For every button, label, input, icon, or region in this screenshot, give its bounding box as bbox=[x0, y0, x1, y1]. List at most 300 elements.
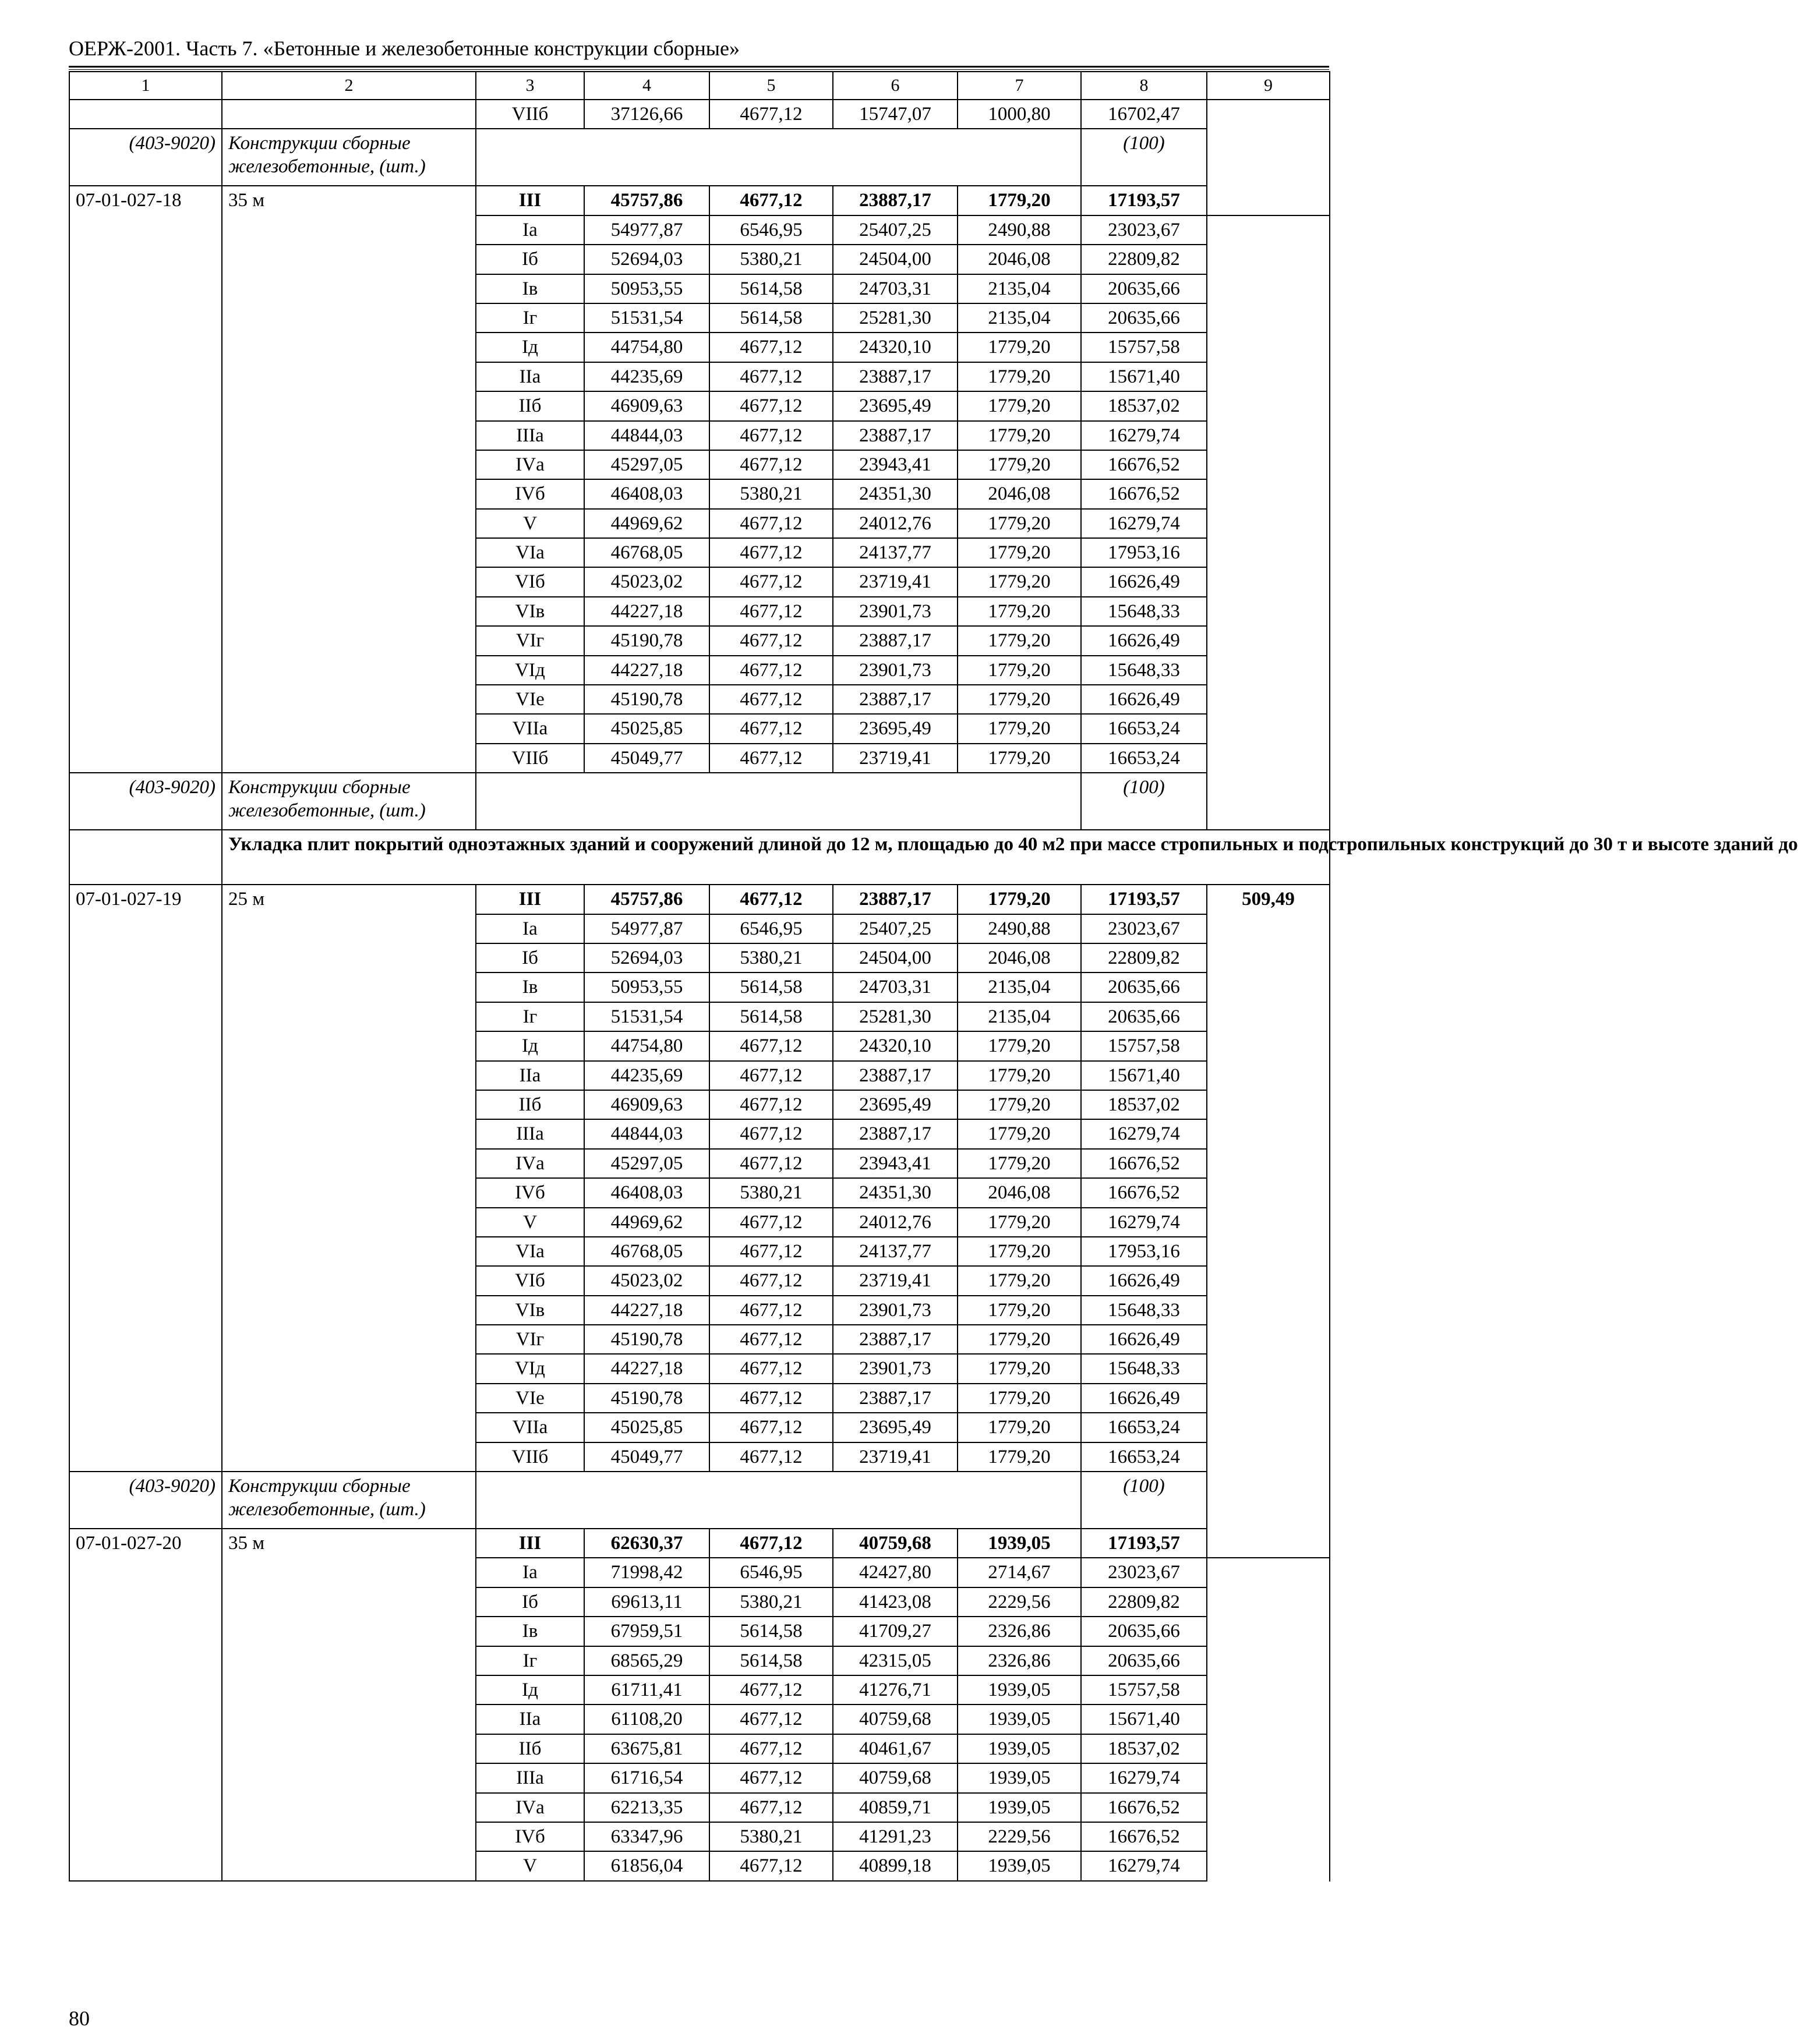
value-cell: 4677,12 bbox=[709, 714, 833, 743]
resource-code: (403-9020) bbox=[69, 773, 222, 830]
value-cell: 23887,17 bbox=[833, 186, 958, 215]
value-cell: 23887,17 bbox=[833, 1384, 958, 1413]
value-cell: 45025,85 bbox=[584, 714, 709, 743]
value-cell: 1779,20 bbox=[958, 1061, 1081, 1090]
value-cell: 42427,80 bbox=[833, 1558, 958, 1587]
value-cell: 68565,29 bbox=[584, 1646, 709, 1675]
value-cell: 16279,74 bbox=[1081, 1119, 1207, 1148]
value-cell: 44227,18 bbox=[584, 1296, 709, 1325]
value-cell: 71998,42 bbox=[584, 1558, 709, 1587]
value-cell: 20635,66 bbox=[1081, 1002, 1207, 1031]
value-cell: 1779,20 bbox=[958, 1296, 1081, 1325]
value-cell: 54977,87 bbox=[584, 215, 709, 245]
value-cell: 23887,17 bbox=[833, 1119, 958, 1148]
value-cell: 4677,12 bbox=[709, 450, 833, 479]
value-cell: 4677,12 bbox=[709, 1296, 833, 1325]
value-cell: 41423,08 bbox=[833, 1587, 958, 1617]
value-cell: 1939,05 bbox=[958, 1763, 1081, 1792]
value-cell: 5614,58 bbox=[709, 274, 833, 303]
value-cell: 2135,04 bbox=[958, 1002, 1081, 1031]
page-header: ОЕРЖ-2001. Часть 7. «Бетонные и железобетонные конструкции сборные» bbox=[69, 37, 740, 60]
value-cell: 16653,24 bbox=[1081, 1413, 1207, 1442]
column-numbers-row bbox=[69, 72, 1330, 100]
region-cell: V bbox=[476, 1851, 584, 1880]
region-cell: Iа bbox=[476, 914, 584, 943]
value-cell: 61716,54 bbox=[584, 1763, 709, 1792]
item-name: 35 м bbox=[222, 186, 476, 773]
region-cell: VIе bbox=[476, 685, 584, 714]
region-cell: IIа bbox=[476, 1704, 584, 1734]
value-cell: 1779,20 bbox=[958, 391, 1081, 420]
value-cell: 50953,55 bbox=[584, 274, 709, 303]
value-cell: 40759,68 bbox=[833, 1763, 958, 1792]
value-cell: 16653,24 bbox=[1081, 744, 1207, 773]
value-cell: 6546,95 bbox=[709, 914, 833, 943]
value-cell: 23901,73 bbox=[833, 656, 958, 685]
value-cell: 4677,12 bbox=[709, 1529, 833, 1558]
value-cell: 24012,76 bbox=[833, 1208, 958, 1237]
region-cell: VIб bbox=[476, 1266, 584, 1295]
value-cell: 1779,20 bbox=[958, 1149, 1081, 1178]
value-cell: 16653,24 bbox=[1081, 714, 1207, 743]
value-cell: 15747,07 bbox=[833, 100, 958, 129]
value-cell: 51531,54 bbox=[584, 1002, 709, 1031]
value-cell: 24012,76 bbox=[833, 509, 958, 538]
value-cell: 23901,73 bbox=[833, 597, 958, 626]
value-cell: 16702,47 bbox=[1081, 100, 1207, 129]
value-cell: 6546,95 bbox=[709, 215, 833, 245]
resource-qty: (100) bbox=[1081, 129, 1207, 186]
value-cell: 40899,18 bbox=[833, 1851, 958, 1880]
page-number: 80 bbox=[69, 2007, 90, 2030]
region-cell: VIIб bbox=[476, 100, 584, 129]
region-cell: Iб bbox=[476, 245, 584, 274]
value-cell: 45757,86 bbox=[584, 186, 709, 215]
value-cell: 4677,12 bbox=[709, 538, 833, 567]
value-cell: 44227,18 bbox=[584, 597, 709, 626]
region-cell: Iа bbox=[476, 1558, 584, 1587]
value-cell: 46768,05 bbox=[584, 538, 709, 567]
value-cell: 15757,58 bbox=[1081, 333, 1207, 362]
value-cell: 16676,52 bbox=[1081, 1178, 1207, 1207]
region-cell: Iб bbox=[476, 943, 584, 973]
item-code: 07-01-027-20 bbox=[69, 1529, 222, 1881]
value-cell: 4677,12 bbox=[709, 685, 833, 714]
region-cell: VIIб bbox=[476, 1442, 584, 1472]
region-cell: IIб bbox=[476, 391, 584, 420]
value-cell: 4677,12 bbox=[709, 509, 833, 538]
value-cell: 15648,33 bbox=[1081, 597, 1207, 626]
resource-row bbox=[69, 773, 1330, 830]
region-cell: Iд bbox=[476, 1031, 584, 1060]
value-cell: 5614,58 bbox=[709, 1002, 833, 1031]
value-cell: 45190,78 bbox=[584, 626, 709, 655]
value-cell: 4677,12 bbox=[709, 744, 833, 773]
value-cell: 40759,68 bbox=[833, 1529, 958, 1558]
value-cell: 45757,86 bbox=[584, 885, 709, 914]
value-cell: 45297,05 bbox=[584, 1149, 709, 1178]
value-cell: 54977,87 bbox=[584, 914, 709, 943]
value-cell: 23887,17 bbox=[833, 421, 958, 450]
region-cell: VIв bbox=[476, 597, 584, 626]
value-cell: 2135,04 bbox=[958, 274, 1081, 303]
region-cell: VIа bbox=[476, 538, 584, 567]
value-cell: 4677,12 bbox=[709, 1793, 833, 1822]
region-cell: Iв bbox=[476, 274, 584, 303]
value-cell: 16279,74 bbox=[1081, 1851, 1207, 1880]
value-cell: 20635,66 bbox=[1081, 1617, 1207, 1646]
value-cell: 16279,74 bbox=[1081, 421, 1207, 450]
value-cell: 5614,58 bbox=[709, 1617, 833, 1646]
value-cell: 5380,21 bbox=[709, 479, 833, 508]
value-cell: 1779,20 bbox=[958, 1208, 1081, 1237]
col-num: 1 bbox=[69, 72, 222, 100]
value-cell: 22809,82 bbox=[1081, 1587, 1207, 1617]
value-cell: 40461,67 bbox=[833, 1734, 958, 1763]
value-cell: 1779,20 bbox=[958, 1119, 1081, 1148]
value-cell: 23719,41 bbox=[833, 744, 958, 773]
value-cell: 23887,17 bbox=[833, 626, 958, 655]
header-rule-thin bbox=[69, 69, 1329, 70]
value-cell: 45049,77 bbox=[584, 744, 709, 773]
value-cell: 52694,03 bbox=[584, 943, 709, 973]
value-cell: 45190,78 bbox=[584, 1384, 709, 1413]
section-row bbox=[69, 830, 1330, 885]
value-cell: 16626,49 bbox=[1081, 1384, 1207, 1413]
table-row bbox=[69, 186, 1330, 215]
value-cell: 44227,18 bbox=[584, 656, 709, 685]
value-cell: 23695,49 bbox=[833, 714, 958, 743]
value-cell: 16626,49 bbox=[1081, 626, 1207, 655]
value-cell: 50953,55 bbox=[584, 973, 709, 1002]
value-cell: 1779,20 bbox=[958, 714, 1081, 743]
value-cell: 2046,08 bbox=[958, 245, 1081, 274]
value-cell: 4677,12 bbox=[709, 1384, 833, 1413]
value-cell: 2135,04 bbox=[958, 973, 1081, 1002]
value-cell: 2046,08 bbox=[958, 479, 1081, 508]
region-cell: III bbox=[476, 1529, 584, 1558]
value-cell: 41709,27 bbox=[833, 1617, 958, 1646]
value-cell: 61711,41 bbox=[584, 1675, 709, 1704]
value-cell: 45190,78 bbox=[584, 685, 709, 714]
value-cell: 46768,05 bbox=[584, 1237, 709, 1266]
value-cell: 23695,49 bbox=[833, 1413, 958, 1442]
value-cell: 5614,58 bbox=[709, 303, 833, 333]
value-cell: 18537,02 bbox=[1081, 1734, 1207, 1763]
value-cell: 1779,20 bbox=[958, 538, 1081, 567]
value-cell: 44969,62 bbox=[584, 1208, 709, 1237]
value-cell: 2326,86 bbox=[958, 1646, 1081, 1675]
value-cell: 25281,30 bbox=[833, 1002, 958, 1031]
value-cell: 5380,21 bbox=[709, 943, 833, 973]
region-cell: Iб bbox=[476, 1587, 584, 1617]
value-cell: 5614,58 bbox=[709, 973, 833, 1002]
value-cell: 44844,03 bbox=[584, 421, 709, 450]
value-cell: 1779,20 bbox=[958, 567, 1081, 596]
value-cell: 1939,05 bbox=[958, 1529, 1081, 1558]
region-cell: Iа bbox=[476, 215, 584, 245]
value-cell: 1779,20 bbox=[958, 1384, 1081, 1413]
value-cell: 4677,12 bbox=[709, 1763, 833, 1792]
region-cell: IIб bbox=[476, 1090, 584, 1119]
value-cell: 15757,58 bbox=[1081, 1675, 1207, 1704]
value-cell: 23887,17 bbox=[833, 885, 958, 914]
value-cell: 62630,37 bbox=[584, 1529, 709, 1558]
value-cell: 4677,12 bbox=[709, 421, 833, 450]
region-cell: IVа bbox=[476, 1149, 584, 1178]
region-cell: Iв bbox=[476, 1617, 584, 1646]
region-cell: Iг bbox=[476, 303, 584, 333]
region-cell: IIа bbox=[476, 362, 584, 391]
region-cell: V bbox=[476, 509, 584, 538]
value-cell: 4677,12 bbox=[709, 656, 833, 685]
value-cell: 67959,51 bbox=[584, 1617, 709, 1646]
value-cell: 23887,17 bbox=[833, 1325, 958, 1354]
value-cell: 23023,67 bbox=[1081, 215, 1207, 245]
value-cell: 44754,80 bbox=[584, 333, 709, 362]
value-cell: 45023,02 bbox=[584, 1266, 709, 1295]
value-cell: 15648,33 bbox=[1081, 1296, 1207, 1325]
value-cell: 1000,80 bbox=[958, 100, 1081, 129]
value-cell: 2714,67 bbox=[958, 1558, 1081, 1587]
value-cell: 23887,17 bbox=[833, 1061, 958, 1090]
value-cell: 2490,88 bbox=[958, 215, 1081, 245]
table-row bbox=[69, 885, 1330, 914]
value-cell: 1779,20 bbox=[958, 1090, 1081, 1119]
value-cell: 17193,57 bbox=[1081, 186, 1207, 215]
resource-qty: (100) bbox=[1081, 1472, 1207, 1529]
value-cell: 1779,20 bbox=[958, 333, 1081, 362]
region-cell: V bbox=[476, 1208, 584, 1237]
value-cell: 1779,20 bbox=[958, 1031, 1081, 1060]
value-cell: 20635,66 bbox=[1081, 1646, 1207, 1675]
value-cell: 4677,12 bbox=[709, 1413, 833, 1442]
value-cell: 4677,12 bbox=[709, 100, 833, 129]
value-cell: 5380,21 bbox=[709, 1587, 833, 1617]
value-cell: 5614,58 bbox=[709, 1646, 833, 1675]
value-cell: 46909,63 bbox=[584, 1090, 709, 1119]
value-cell: 25281,30 bbox=[833, 303, 958, 333]
value-cell: 1939,05 bbox=[958, 1734, 1081, 1763]
resource-name: Конструкции сборные железобетонные, (шт.) bbox=[222, 1472, 476, 1529]
value-cell: 23943,41 bbox=[833, 450, 958, 479]
value-cell: 40759,68 bbox=[833, 1704, 958, 1734]
value-cell: 1779,20 bbox=[958, 186, 1081, 215]
value-cell: 1779,20 bbox=[958, 626, 1081, 655]
value-cell: 16676,52 bbox=[1081, 450, 1207, 479]
value-cell: 1779,20 bbox=[958, 1237, 1081, 1266]
value-cell: 23901,73 bbox=[833, 1354, 958, 1383]
value-cell: 6546,95 bbox=[709, 1558, 833, 1587]
value-cell: 15757,58 bbox=[1081, 1031, 1207, 1060]
value-cell: 1779,20 bbox=[958, 597, 1081, 626]
region-cell: VIIб bbox=[476, 744, 584, 773]
value-cell: 1939,05 bbox=[958, 1704, 1081, 1734]
item-name: 35 м bbox=[222, 1529, 476, 1881]
region-cell: VIа bbox=[476, 1237, 584, 1266]
col-num: 3 bbox=[476, 72, 584, 100]
value-cell: 16626,49 bbox=[1081, 1325, 1207, 1354]
region-cell: III bbox=[476, 186, 584, 215]
value-cell: 22809,82 bbox=[1081, 943, 1207, 973]
value-cell: 1779,20 bbox=[958, 1442, 1081, 1472]
resource-spacer bbox=[476, 129, 1081, 186]
region-cell: III bbox=[476, 885, 584, 914]
value-cell: 2326,86 bbox=[958, 1617, 1081, 1646]
resource-name: Конструкции сборные железобетонные, (шт.) bbox=[222, 773, 476, 830]
value-cell: 61108,20 bbox=[584, 1704, 709, 1734]
value-cell: 2135,04 bbox=[958, 303, 1081, 333]
resource-code: (403-9020) bbox=[69, 1472, 222, 1529]
region-cell: IVб bbox=[476, 1822, 584, 1851]
table-row bbox=[69, 1529, 1330, 1558]
value-cell: 2490,88 bbox=[958, 914, 1081, 943]
value-cell: 25407,25 bbox=[833, 914, 958, 943]
value-cell: 45190,78 bbox=[584, 1325, 709, 1354]
value-cell: 15648,33 bbox=[1081, 656, 1207, 685]
region-cell: IIа bbox=[476, 1061, 584, 1090]
value-cell: 16676,52 bbox=[1081, 1822, 1207, 1851]
value-cell: 1779,20 bbox=[958, 509, 1081, 538]
value-cell: 23023,67 bbox=[1081, 914, 1207, 943]
value-cell: 44754,80 bbox=[584, 1031, 709, 1060]
value-cell: 15671,40 bbox=[1081, 1704, 1207, 1734]
value-cell: 24320,10 bbox=[833, 333, 958, 362]
value-cell: 1779,20 bbox=[958, 885, 1081, 914]
value-cell: 5380,21 bbox=[709, 245, 833, 274]
value-cell: 4677,12 bbox=[709, 626, 833, 655]
value-cell: 69613,11 bbox=[584, 1587, 709, 1617]
col-num: 9 bbox=[1207, 72, 1330, 100]
value-cell: 16626,49 bbox=[1081, 1266, 1207, 1295]
value-cell: 16626,49 bbox=[1081, 685, 1207, 714]
value-cell: 17953,16 bbox=[1081, 538, 1207, 567]
value-cell: 23695,49 bbox=[833, 391, 958, 420]
value-cell: 2046,08 bbox=[958, 943, 1081, 973]
value-cell: 17953,16 bbox=[1081, 1237, 1207, 1266]
value-cell: 1779,20 bbox=[958, 685, 1081, 714]
region-cell: IIIа bbox=[476, 421, 584, 450]
value-cell: 20635,66 bbox=[1081, 303, 1207, 333]
section-code-cell bbox=[69, 830, 222, 885]
value-cell: 1779,20 bbox=[958, 421, 1081, 450]
value-cell: 42315,05 bbox=[833, 1646, 958, 1675]
value-cell: 1939,05 bbox=[958, 1675, 1081, 1704]
value-cell: 63675,81 bbox=[584, 1734, 709, 1763]
value-cell: 24137,77 bbox=[833, 538, 958, 567]
value-cell: 4677,12 bbox=[709, 1354, 833, 1383]
item-code: 07-01-027-18 bbox=[69, 186, 222, 773]
region-cell: VIб bbox=[476, 567, 584, 596]
region-cell: VIг bbox=[476, 626, 584, 655]
region-cell: IIIа bbox=[476, 1119, 584, 1148]
value-cell: 52694,03 bbox=[584, 245, 709, 274]
region-cell: VIIа bbox=[476, 714, 584, 743]
value-cell: 4677,12 bbox=[709, 1208, 833, 1237]
value-cell: 46909,63 bbox=[584, 391, 709, 420]
value-cell: 16279,74 bbox=[1081, 1208, 1207, 1237]
labor-cost: 509,49 bbox=[1207, 885, 1330, 1558]
value-cell: 23023,67 bbox=[1081, 1558, 1207, 1587]
value-cell: 4677,12 bbox=[709, 1061, 833, 1090]
rates-table bbox=[69, 71, 1798, 1882]
value-cell: 24351,30 bbox=[833, 1178, 958, 1207]
col-num: 7 bbox=[958, 72, 1081, 100]
value-cell: 40859,71 bbox=[833, 1793, 958, 1822]
value-cell: 37126,66 bbox=[584, 100, 709, 129]
value-cell: 17193,57 bbox=[1081, 885, 1207, 914]
value-cell: 2046,08 bbox=[958, 1178, 1081, 1207]
value-cell: 5380,21 bbox=[709, 1822, 833, 1851]
value-cell: 4677,12 bbox=[709, 1325, 833, 1354]
region-cell: Iг bbox=[476, 1646, 584, 1675]
value-cell: 1779,20 bbox=[958, 1354, 1081, 1383]
value-cell: 16676,52 bbox=[1081, 1149, 1207, 1178]
value-cell: 4677,12 bbox=[709, 391, 833, 420]
table-row bbox=[69, 100, 1330, 129]
value-cell: 23719,41 bbox=[833, 567, 958, 596]
value-cell: 23695,49 bbox=[833, 1090, 958, 1119]
region-cell: VIд bbox=[476, 1354, 584, 1383]
value-cell: 4677,12 bbox=[709, 1119, 833, 1148]
item-code bbox=[69, 100, 222, 129]
value-cell: 4677,12 bbox=[709, 567, 833, 596]
col-num: 5 bbox=[709, 72, 833, 100]
region-cell: IVб bbox=[476, 1178, 584, 1207]
region-cell: VIе bbox=[476, 1384, 584, 1413]
value-cell: 51531,54 bbox=[584, 303, 709, 333]
value-cell: 4677,12 bbox=[709, 1675, 833, 1704]
value-cell: 16676,52 bbox=[1081, 1793, 1207, 1822]
region-cell: IVа bbox=[476, 1793, 584, 1822]
value-cell: 16626,49 bbox=[1081, 567, 1207, 596]
value-cell: 1779,20 bbox=[958, 1325, 1081, 1354]
value-cell: 15671,40 bbox=[1081, 1061, 1207, 1090]
region-cell: Iв bbox=[476, 973, 584, 1002]
value-cell: 41291,23 bbox=[833, 1822, 958, 1851]
region-cell: Iг bbox=[476, 1002, 584, 1031]
value-cell: 20635,66 bbox=[1081, 274, 1207, 303]
value-cell: 20635,66 bbox=[1081, 973, 1207, 1002]
value-cell: 44227,18 bbox=[584, 1354, 709, 1383]
value-cell: 4677,12 bbox=[709, 186, 833, 215]
value-cell: 1779,20 bbox=[958, 362, 1081, 391]
value-cell: 1779,20 bbox=[958, 744, 1081, 773]
value-cell: 4677,12 bbox=[709, 1237, 833, 1266]
header-rule bbox=[69, 66, 1329, 68]
value-cell: 46408,03 bbox=[584, 479, 709, 508]
resource-name: Конструкции сборные железобетонные, (шт.) bbox=[222, 129, 476, 186]
resource-code: (403-9020) bbox=[69, 129, 222, 186]
region-cell: IIб bbox=[476, 1734, 584, 1763]
resource-qty: (100) bbox=[1081, 773, 1207, 830]
value-cell: 4677,12 bbox=[709, 597, 833, 626]
value-cell: 16653,24 bbox=[1081, 1442, 1207, 1472]
value-cell: 4677,12 bbox=[709, 1149, 833, 1178]
value-cell: 1779,20 bbox=[958, 450, 1081, 479]
value-cell: 45023,02 bbox=[584, 567, 709, 596]
value-cell: 4677,12 bbox=[709, 333, 833, 362]
value-cell: 24703,31 bbox=[833, 973, 958, 1002]
value-cell: 46408,03 bbox=[584, 1178, 709, 1207]
section-title: Укладка плит покрытий одноэтажных зданий и сооружений длиной до 12 м, площадью до 40 м2 при массе стропильных и подстропильных конструкций до 30 т и высоте зданий до bbox=[222, 830, 1330, 885]
value-cell: 18537,02 bbox=[1081, 391, 1207, 420]
value-cell: 16676,52 bbox=[1081, 479, 1207, 508]
resource-spacer bbox=[476, 1472, 1081, 1529]
value-cell: 45025,85 bbox=[584, 1413, 709, 1442]
value-cell: 24504,00 bbox=[833, 943, 958, 973]
region-cell: VIв bbox=[476, 1296, 584, 1325]
